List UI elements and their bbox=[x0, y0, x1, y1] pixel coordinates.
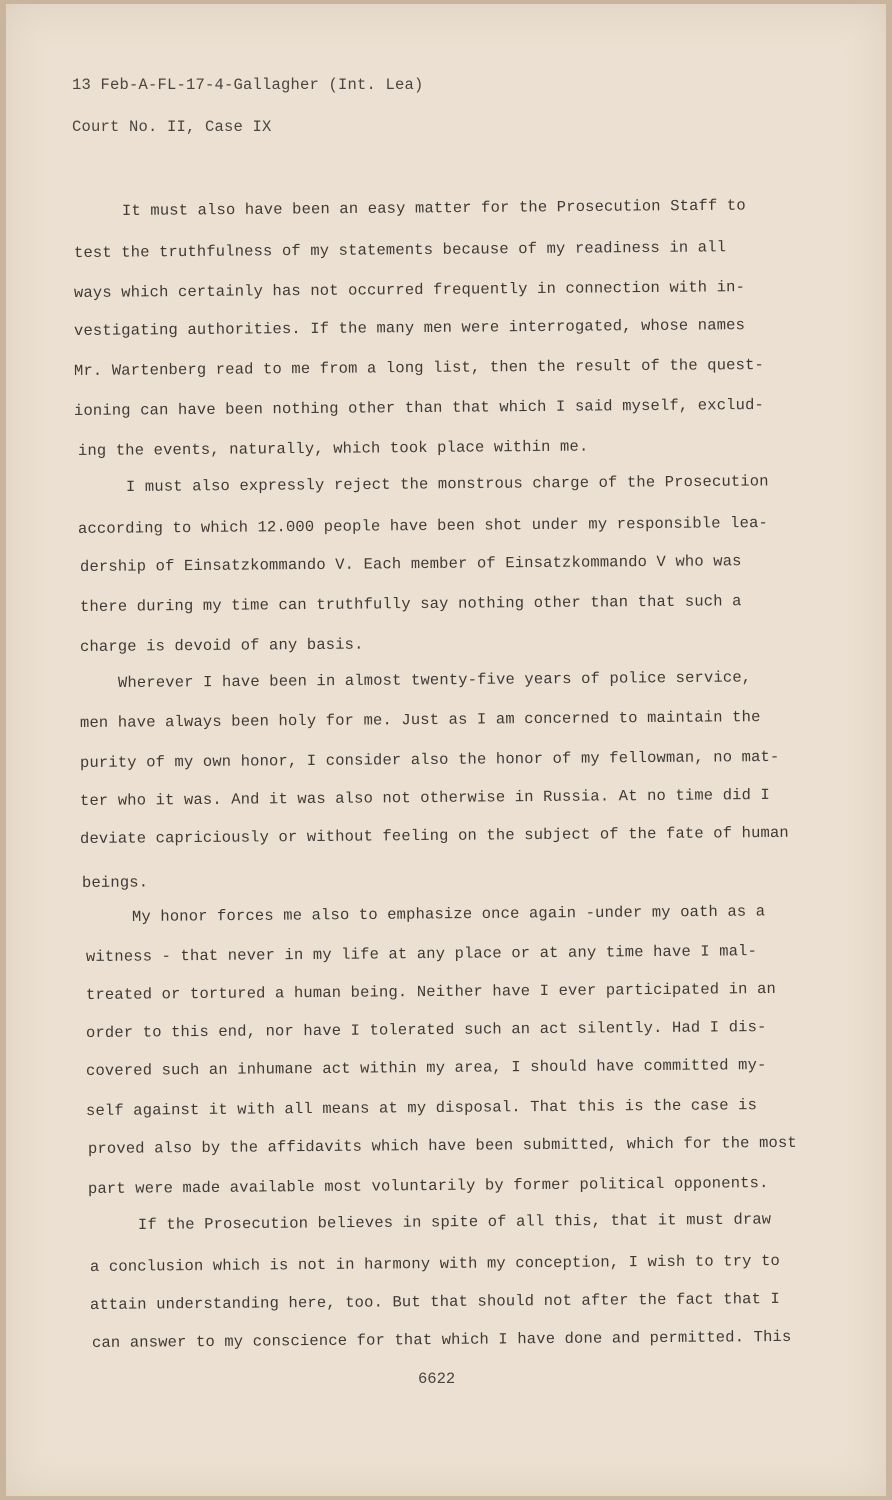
text-line: It must also have been an easy matter for the Prosecution Staff to bbox=[121, 196, 746, 220]
text-line: there during my time can truthfully say nothing other than that such a bbox=[79, 592, 742, 616]
document-page bbox=[6, 4, 886, 1496]
text-line: dership of Einsatzkommando V. Each member of Einsatzkommando V who was bbox=[79, 552, 742, 576]
text-line: self against it with all means at my disposal. That this is the case is bbox=[85, 1096, 758, 1120]
court-case-label: Court No. II, Case IX bbox=[72, 118, 272, 136]
text-line: I must also expressly reject the monstrous charge of the Prosecution bbox=[125, 472, 769, 496]
text-line: a conclusion which is not in harmony with my conception, I wish to try to bbox=[89, 1251, 781, 1276]
text-line: vestigating authorities. If the many men were interrogated, whose names bbox=[73, 316, 746, 340]
text-line: can answer to my conscience for that which I have done and permitted. This bbox=[91, 1327, 792, 1352]
text-line: charge is devoid of any basis. bbox=[79, 635, 364, 656]
text-line: Wherever I have been in almost twenty-five years of police service, bbox=[117, 668, 752, 692]
text-line: covered such an inhumane act within my area, I should have committed my- bbox=[85, 1056, 767, 1080]
text-line: If the Prosecution believes in spite of all this, that it must draw bbox=[137, 1210, 772, 1234]
text-line: according to which 12.000 people have been shot under my responsible lea- bbox=[77, 513, 769, 538]
text-line: witness - that never in my life at any place or at any time have I mal- bbox=[85, 942, 758, 966]
page-number: 6622 bbox=[418, 1370, 456, 1388]
text-line: My honor forces me also to emphasize once again -under my oath as a bbox=[131, 902, 766, 926]
text-line: ways which certainly has not occurred frequently in connection with in- bbox=[73, 278, 746, 302]
text-line: purity of my own honor, I consider also the honor of my fellowman, no mat- bbox=[79, 747, 780, 772]
text-line: men have always been holy for me. Just as I am concerned to maintain the bbox=[79, 708, 761, 732]
text-line: Mr. Wartenberg read to me from a long list, then the result of the quest- bbox=[73, 355, 765, 380]
text-line: treated or tortured a human being. Neither have I ever participated in an bbox=[85, 979, 777, 1004]
text-line: beings. bbox=[81, 873, 149, 892]
text-line: ter who it was. And it was also not otherwise in Russia. At no time did I bbox=[79, 785, 771, 810]
text-line: attain understanding here, too. But that should not after the fact that I bbox=[89, 1289, 781, 1314]
text-line: ioning can have been nothing other than that which I said myself, exclud- bbox=[73, 395, 765, 420]
text-line: test the truthfulness of my statements because of my readiness in all bbox=[73, 238, 727, 262]
text-line: part were made available most voluntarily by former political opponents. bbox=[87, 1174, 769, 1198]
text-line: proved also by the affidavits which have been submitted, which for the most bbox=[87, 1133, 797, 1158]
document-reference: 13 Feb-A-FL-17-4-Gallagher (Int. Lea) bbox=[72, 76, 424, 94]
text-line: order to this end, nor have I tolerated such an act silently. Had I dis- bbox=[85, 1018, 767, 1042]
text-line: deviate capriciously or without feeling on the subject of the fate of human bbox=[79, 823, 789, 848]
text-line: ing the events, naturally, which took place within me. bbox=[77, 437, 589, 460]
